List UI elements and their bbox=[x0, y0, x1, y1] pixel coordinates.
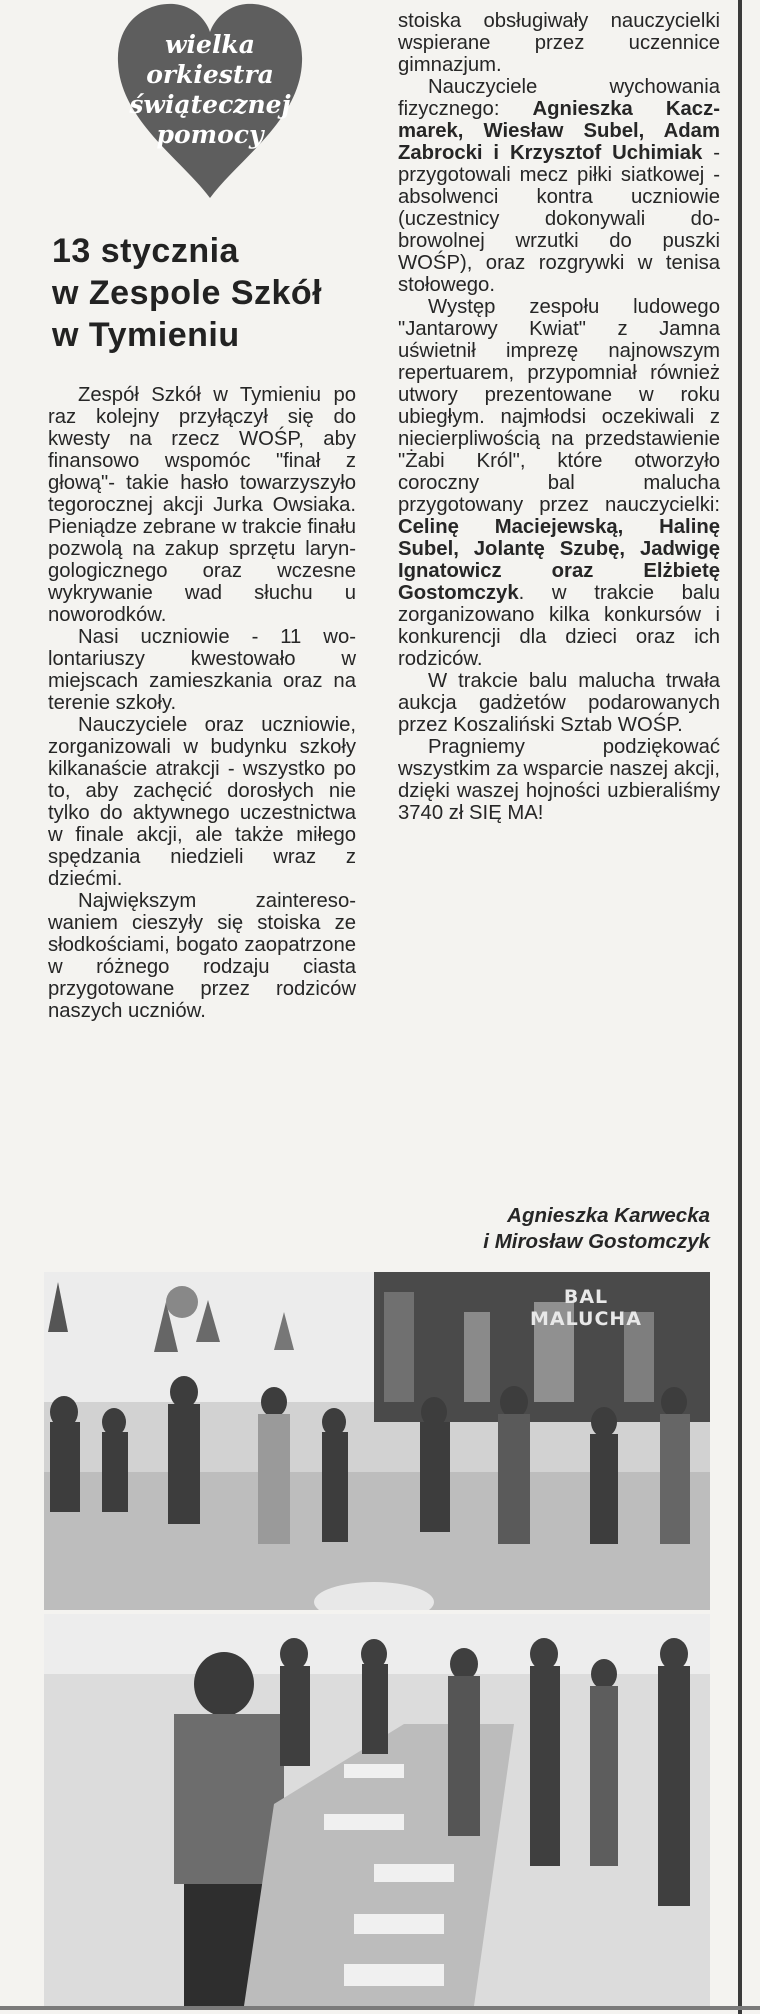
concert-text: Występ zespołu ludowego "Jantarowy Kwiat" z Jamna uświetnił imprezę najnowszym repertuarem, przypomniał również utwory prezentowane w roku ubiegłym. najmłodsi oczekiwali z niecierpliwością na przedstawienie "Żabi Król", które otworzyło coroczny bal malucha przygotowany przez nauczycielki: bbox=[398, 296, 720, 516]
teachers-names: Agnieszka Kaczmarek, Wiesław Subel, Adam Zabrocki i Krzysztof Uchimiak bbox=[398, 98, 720, 164]
article-paragraph: Największym zainteresowaniem cieszyły się stoiska ze słodkościami, bogato zaopatrzone w różnego rodzaju ciasta przygotowane przez rodziców naszych uczniów. bbox=[48, 890, 356, 1022]
article-paragraph: stoiska obsługiwały nauczycielki wspierane przez uczennice gimnazjum. bbox=[398, 10, 720, 76]
teachers-prefix: Nauczyciele wychowania fizycznego: bbox=[398, 76, 720, 120]
article-paragraph: Zespół Szkół w Tymieniu po raz kolejny przyłączył się do kwesty na rzecz WOŚP, aby finansowo wspomóc "finał z głową"- takie hasło towarzyszyło tegorocznej akcji Jurka Owsiaka. Pieniądze zebrane w trakcie finału pozwolą na zakup sprzętu laryngologicznego oraz wczesne wykrywanie wad słuchu u noworodków. bbox=[48, 384, 356, 626]
headline-line: w Zespole Szkół bbox=[52, 274, 323, 312]
article-paragraph: W trakcie balu malucha trwała aukcja gadżetów podarowanych przez Koszaliński Sztab WOŚP. bbox=[398, 670, 720, 736]
stage-banner-text: BAL MALUCHA bbox=[529, 1286, 643, 1330]
article-paragraph-concert bbox=[398, 296, 720, 670]
article-paragraph-teachers bbox=[398, 76, 720, 296]
article-paragraph: Pragniemy podziękować wszystkim za wsparcie naszej akcji, dzięki waszej hojności uzbieraliśmy 3740 zł SIĘ MA! bbox=[398, 736, 720, 824]
article-paragraph: Nasi uczniowie - 11 wolontariuszy kwestowało w miejscach zamieszkania oraz na terenie szkoły. bbox=[48, 626, 356, 714]
logo-line: wielka orkiestra bbox=[146, 30, 274, 89]
article-column-right bbox=[398, 10, 720, 824]
logo-text bbox=[122, 30, 298, 150]
logo-line: pomocy bbox=[156, 120, 264, 149]
concert-names: Celinę Maciejewską, Halinę Subel, Jolantę Szubę, Jadwigę Ignatowicz oraz Elżbietę Gostomczyk bbox=[398, 516, 720, 604]
photo-children-ball bbox=[44, 1272, 710, 1610]
headline-line: w Tymieniu bbox=[52, 316, 240, 354]
logo-line: świątecznej bbox=[129, 90, 291, 119]
concert-suffix: . w trakcie balu zorganizowano kilka konkursów i konkurencji dla dzieci oraz ich rodziców. bbox=[398, 582, 720, 670]
article-headline bbox=[52, 230, 382, 356]
signature-line: Agnieszka Karwecka bbox=[507, 1204, 710, 1227]
article-column-left bbox=[48, 384, 356, 1022]
article-signature bbox=[420, 1203, 710, 1255]
page-border-right bbox=[738, 0, 742, 2014]
teachers-suffix: - przygotowali mecz piłki siatkowej - absolwenci kontra uczniowie (uczestnicy dokonywali dobrowolnej wrzutki do puszki WOŚP), oraz rozgrywki w tenisa stołowego. bbox=[398, 142, 721, 296]
article-paragraph: Nauczyciele oraz uczniowie, zorganizowali w budynku szkoły kilkanaście atrakcji - wszystko po to, aby zachęcić dorosłych nie tylko do aktywnego uczestnictwa w finale akcji, ale także miłego spędzania niedzieli wraz z dziećmi. bbox=[48, 714, 356, 890]
wosp-heart-logo bbox=[112, 0, 308, 200]
headline-line: 13 stycznia bbox=[52, 232, 239, 270]
signature-line: i Mirosław Gostomczyk bbox=[483, 1230, 710, 1253]
photo-cake-stand-image bbox=[44, 1614, 710, 2006]
photo-cake-stand bbox=[44, 1614, 710, 2006]
page-border-bottom bbox=[0, 2006, 760, 2010]
